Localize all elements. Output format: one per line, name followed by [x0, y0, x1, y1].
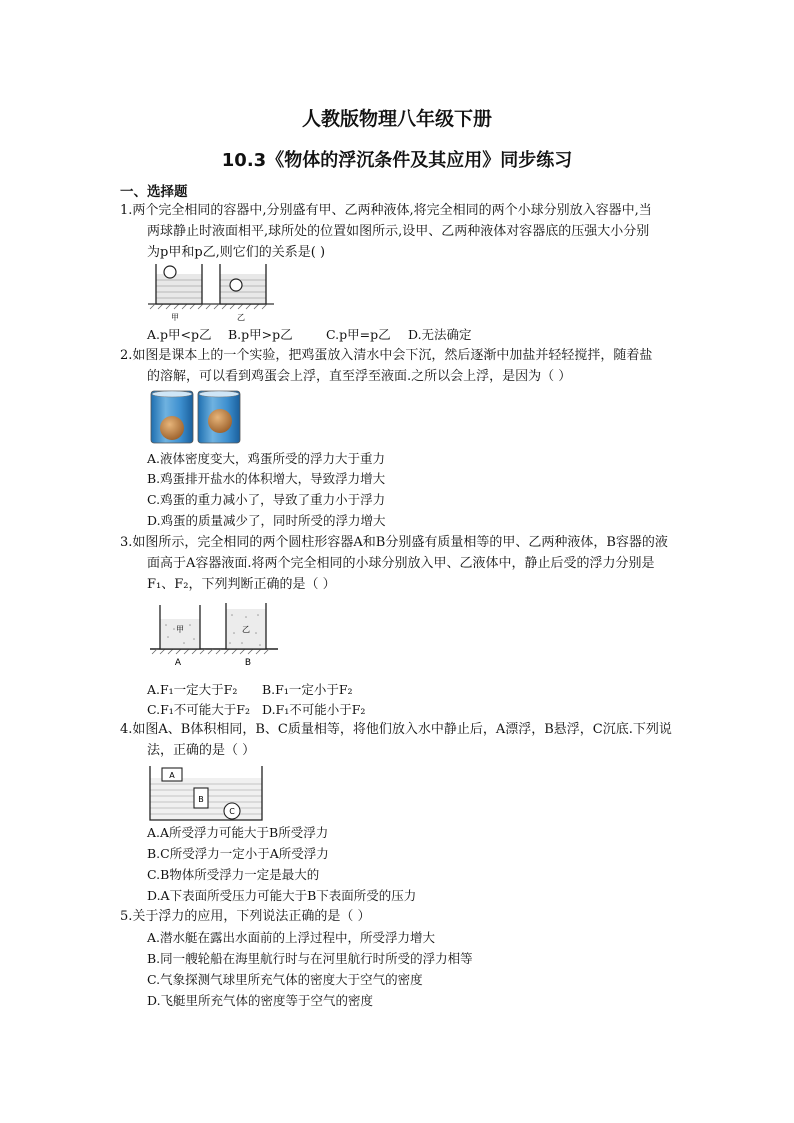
figure-liquid-jia: 甲 — [176, 625, 184, 634]
question-2-figure — [150, 390, 242, 444]
question-2-line: 2.如图是课本上的一个实验，把鸡蛋放入清水中会下沉，然后逐渐中加盐并轻轻搅拌，随着盐 — [120, 348, 653, 363]
question-2-option-d[interactable]: D.鸡蛋的质量减少了，同时所受的浮力增大 — [147, 513, 386, 528]
question-1-option-b[interactable]: B.p甲>p乙 — [228, 327, 293, 342]
question-5-option-b[interactable]: B.同一艘轮船在海里航行时与在河里航行时所受的浮力相等 — [147, 951, 473, 966]
figure-label-b: B — [244, 658, 252, 668]
question-4-option-d[interactable]: D.A下表面所受压力可能大于B下表面所受的压力 — [147, 888, 417, 903]
question-5-option-a[interactable]: A.潜水艇在露出水面前的上浮过程中，所受浮力增大 — [147, 930, 436, 945]
figure-ball-c: C — [229, 807, 235, 816]
question-1-option-a[interactable]: A.p甲<p乙 — [147, 327, 212, 342]
question-5-option-c[interactable]: C.气象探测气球里所充气体的密度大于空气的密度 — [147, 972, 423, 987]
section-heading: 一、选择题 — [120, 184, 188, 200]
question-4-line: 4.如图A、B体积相同，B、C质量相等，将他们放入水中静止后，A漂浮，B悬浮，C沉底.下列说 — [120, 722, 672, 737]
question-3-option-b[interactable]: B.F₁一定小于F₂ — [262, 682, 353, 697]
figure-liquid-yi: 乙 — [242, 625, 250, 634]
question-3-line: 面高于A容器液面.将两个完全相同的小球分别放入甲、乙液体中，静止后受的浮力分别是 — [147, 556, 655, 571]
question-1-stem — [120, 200, 700, 263]
question-3-figure — [150, 603, 278, 669]
question-2-option-c[interactable]: C.鸡蛋的重力减小了，导致了重力小于浮力 — [147, 492, 386, 507]
question-4-option-b[interactable]: B.C所受浮力一定小于A所受浮力 — [147, 846, 329, 861]
question-3-option-a[interactable]: A.F₁一定大于F₂ — [147, 682, 238, 697]
figure-label-yi: 乙 — [237, 313, 245, 322]
question-3-option-c[interactable]: C.F₁不可能大于F₂ — [147, 702, 250, 717]
question-1-option-c[interactable]: C.p甲=p乙 — [326, 327, 391, 342]
question-4-figure — [146, 764, 268, 822]
question-1-option-d[interactable]: D.无法确定 — [408, 327, 472, 342]
page-subtitle: 10.3《物体的浮沉条件及其应用》同步练习 — [221, 150, 573, 171]
question-5-option-d[interactable]: D.飞艇里所充气体的密度等于空气的密度 — [147, 993, 374, 1008]
question-1-figure — [146, 260, 276, 322]
figure-block-b: B — [198, 795, 204, 804]
question-2-line: 的溶解，可以看到鸡蛋会上浮，直至浮至液面.之所以会上浮，是因为（ ） — [147, 369, 572, 384]
question-4-stem — [120, 719, 700, 761]
question-5-stem — [120, 906, 700, 927]
figure-label-a: A — [174, 658, 182, 668]
question-3-line: F₁、F₂，下列判断正确的是（ ） — [147, 577, 336, 592]
question-4-option-a[interactable]: A.A所受浮力可能大于B所受浮力 — [147, 825, 329, 840]
figure-label-jia: 甲 — [171, 313, 179, 322]
question-2-option-b[interactable]: B.鸡蛋排开盐水的体积增大，导致浮力增大 — [147, 471, 386, 486]
figure-block-a: A — [169, 771, 175, 780]
page-title: 人教版物理八年级下册 — [301, 108, 492, 130]
question-3-stem — [120, 532, 700, 595]
question-1-line: 为p甲和p乙,则它们的关系是( ) — [147, 245, 326, 260]
question-3-line: 3.如图所示，完全相同的两个圆柱形容器A和B分别盛有质量相等的甲、乙两种液体，B容器的液 — [120, 535, 668, 550]
question-4-line: 法，正确的是（ ） — [147, 743, 256, 758]
question-2-stem — [120, 345, 700, 387]
question-3-option-d[interactable]: D.F₁不可能小于F₂ — [262, 702, 366, 717]
question-1-line: 两球静止时液面相平,球所处的位置如图所示,设甲、乙两种液体对容器底的压强大小分别 — [147, 224, 650, 239]
question-5-line: 5.关于浮力的应用，下列说法正确的是（ ） — [120, 909, 371, 924]
question-2-option-a[interactable]: A.液体密度变大，鸡蛋所受的浮力大于重力 — [147, 451, 386, 466]
question-1-line: 1.两个完全相同的容器中,分别盛有甲、乙两种液体,将完全相同的两个小球分别放入容器中,当 — [120, 203, 652, 218]
question-4-option-c[interactable]: C.B物体所受浮力一定是最大的 — [147, 867, 320, 882]
